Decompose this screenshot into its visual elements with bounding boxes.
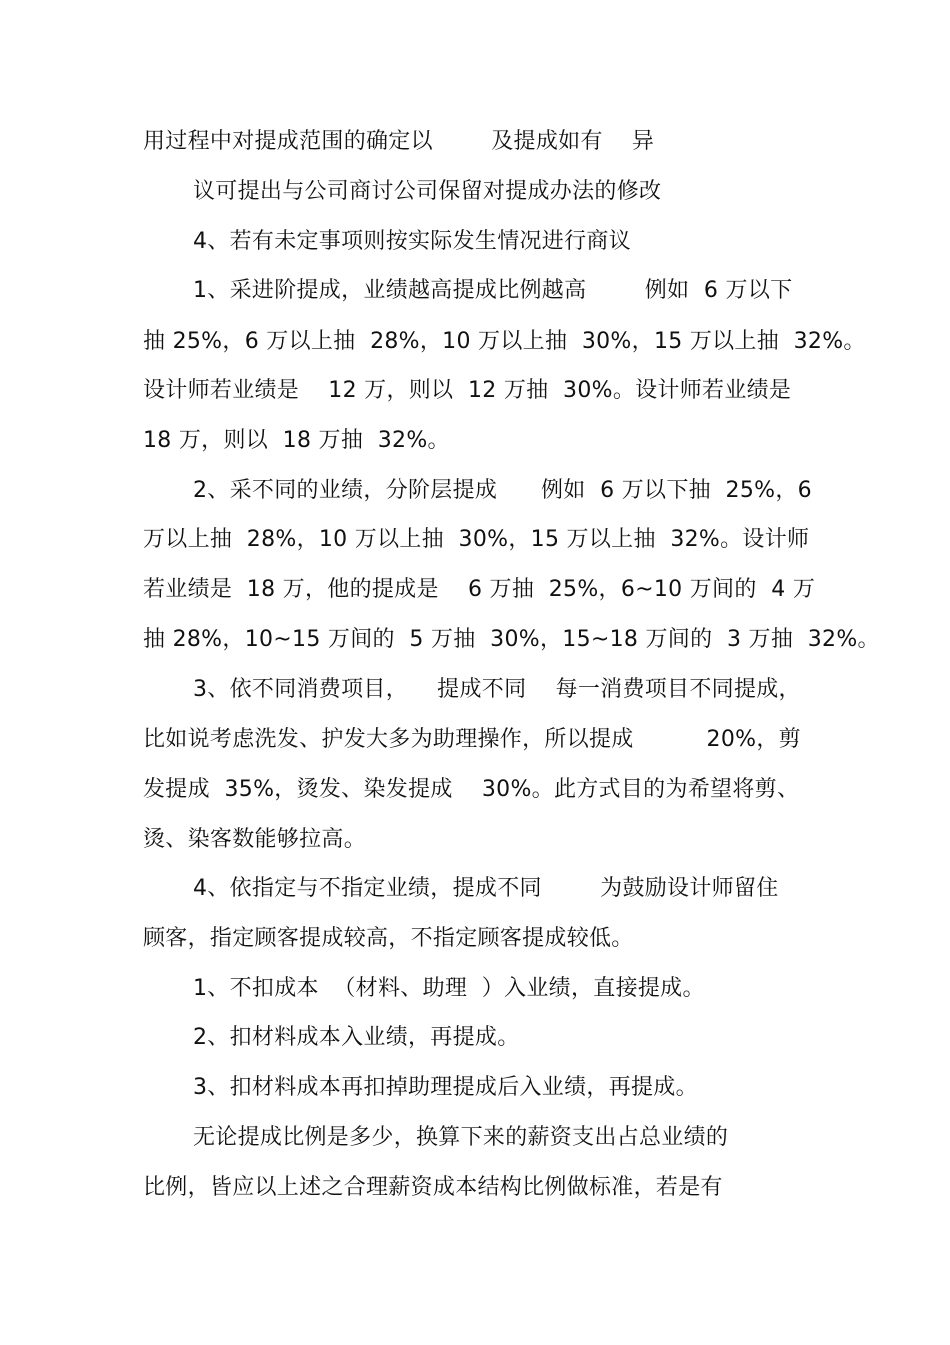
text-line: 4、依指定与不指定业绩，提成不同 为鼓励设计师留住 <box>193 876 779 901</box>
text-line: 顾客，指定顾客提成较高，不指定顾客提成较低。 <box>143 926 634 951</box>
text-line: 4、若有未定事项则按实际发生情况进行商议 <box>193 229 631 254</box>
text-line: 议可提出与公司商讨公司保留对提成办法的修改 <box>193 179 662 204</box>
text-line: 2、采不同的业绩，分阶层提成 例如 6 万以下抽 25%，6 <box>193 478 812 503</box>
text-line: 烫、染客数能够拉高。 <box>143 827 367 852</box>
text-line: 抽 28%，10~15 万间的 5 万抽 30%，15~18 万间的 3 万抽 32%。 <box>143 627 880 652</box>
text-line: 无论提成比例是多少，换算下来的薪资支出占总业绩的 <box>193 1125 729 1150</box>
text-line: 18 万，则以 18 万抽 32%。 <box>143 428 450 453</box>
text-line: 3、依不同消费项目， 提成不同 每一消费项目不同提成， <box>193 677 801 702</box>
text-line: 比例，皆应以上述之合理薪资成本结构比例做标准，若是有 <box>143 1175 723 1200</box>
text-line: 若业绩是 18 万，他的提成是 6 万抽 25%，6~10 万间的 4 万 <box>143 577 816 602</box>
text-line: 1、不扣成本 （材料、助理 ）入业绩，直接提成。 <box>193 976 705 1001</box>
text-line: 发提成 35%，烫发、染发提成 30%。此方式目的为希望将剪、 <box>143 777 800 802</box>
text-line: 1、采进阶提成，业绩越高提成比例越高 例如 6 万以下 <box>193 278 793 303</box>
text-line: 抽 25%，6 万以上抽 28%，10 万以上抽 30%，15 万以上抽 32%。 <box>143 329 866 354</box>
text-line: 用过程中对提成范围的确定以 及提成如有 异 <box>143 129 655 154</box>
text-line: 2、扣材料成本入业绩，再提成。 <box>193 1025 520 1050</box>
text-line: 设计师若业绩是 12 万，则以 12 万抽 30%。设计师若业绩是 <box>143 378 792 403</box>
text-line: 3、扣材料成本再扣掉助理提成后入业绩，再提成。 <box>193 1075 698 1100</box>
text-line: 比如说考虑洗发、护发大多为助理操作，所以提成 20%，剪 <box>143 727 801 752</box>
text-line: 万以上抽 28%，10 万以上抽 30%，15 万以上抽 32%。设计师 <box>143 527 810 552</box>
